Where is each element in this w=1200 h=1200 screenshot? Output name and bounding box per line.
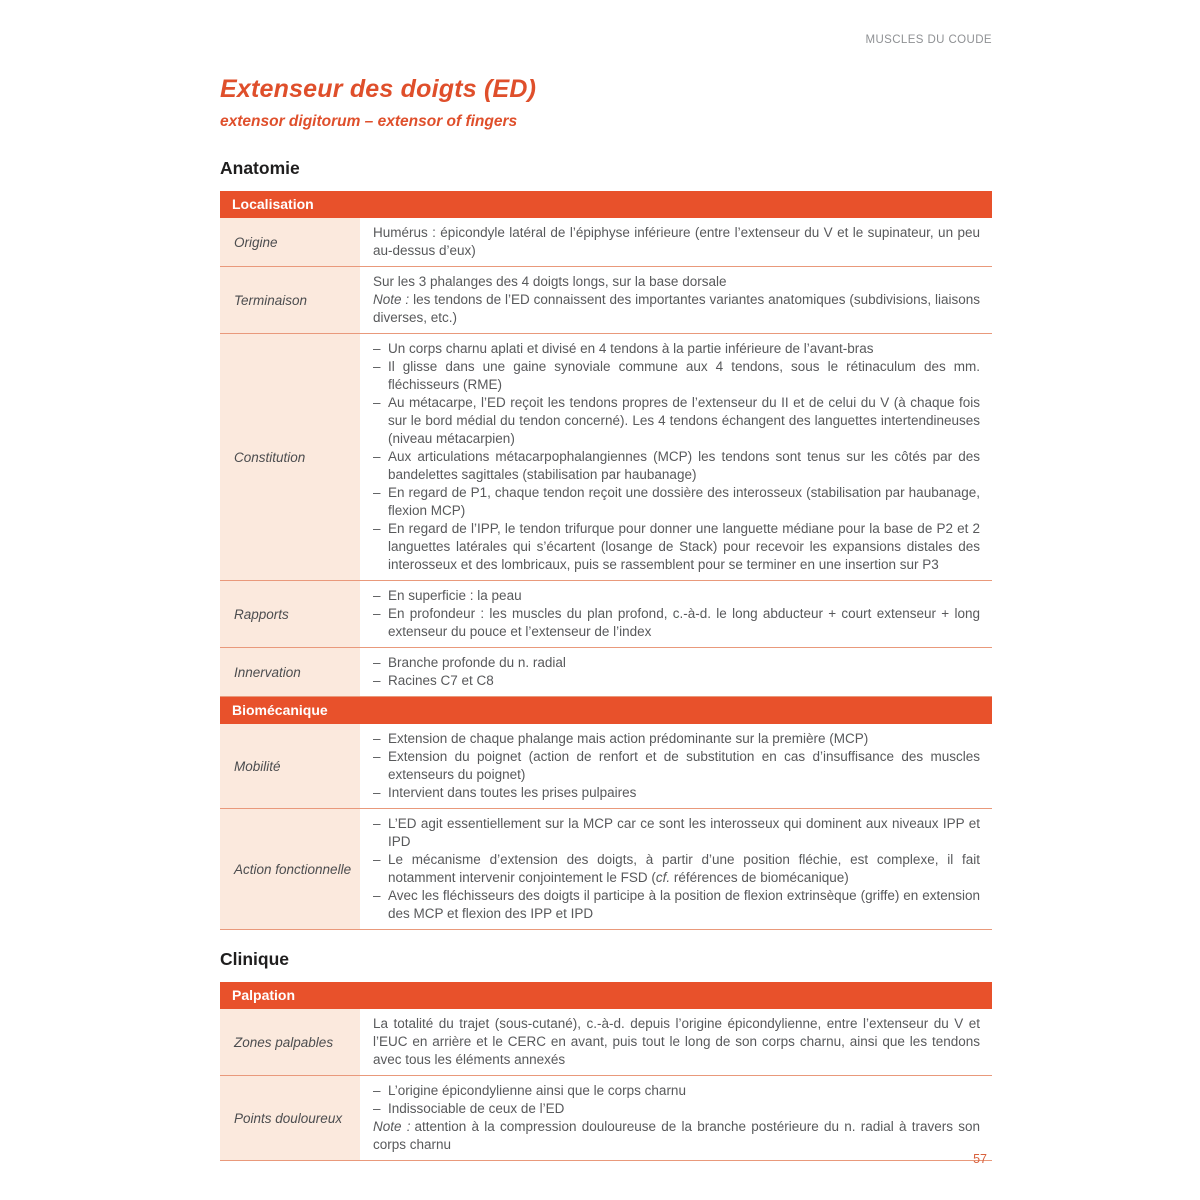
row-content [360,809,992,929]
table-row-zones-palpables [220,1009,992,1076]
table-row-terminaison [220,267,992,334]
table-row-mobilite [220,724,992,809]
row-label: Mobilité [220,724,360,808]
row-label: Rapports [220,581,360,647]
section-heading-anatomie: Anatomie [220,158,300,178]
list-item: – Il glisse dans une gaine synoviale commune aux 4 tendons, sous le rétinaculum des mm. fléchisseurs (RME) [373,359,980,392]
list-item: – Indissociable de ceux de l’ED [373,1101,565,1116]
list-item: – Avec les fléchisseurs des doigts il participe à la position de flexion extrinsèque (griffe) en extension des MCP et flexion des IPP et IPD [373,888,980,921]
list-item: – Extension de chaque phalange mais action prédominante sur la première (MCP) [373,731,869,746]
dash-marker: – [373,449,381,464]
list-item: – Aux articulations métacarpophalangiennes (MCP) les tendons sont tenus sur les côtés par des bandelettes sagittales (stabilisation par haubanage) [373,449,980,482]
dash-marker: – [373,749,381,764]
note-label: Note : [373,1119,411,1134]
list-item: – Branche profonde du n. radial [373,655,566,670]
dash-marker: – [373,852,381,867]
dash-marker: – [373,655,381,670]
row-content [360,648,992,696]
row-content [360,1009,992,1075]
dash-marker: – [373,888,381,903]
page-number: 57 [973,1152,987,1166]
paragraph: La totalité du trajet (sous-cutané), c.-à-d. depuis l’origine épicondylienne, entre l’extenseur du V et l’EUC en arrière et le CERC en avant, puis tout le long de son corps charnu, ainsi que les tendons avec tous les éléments annexés [373,1016,980,1067]
table-row-origine [220,218,992,267]
list-item: – Extension du poignet (action de renfort et de substitution en cas d’insuffisance des muscles extenseurs du poignet) [373,749,980,782]
cf-abbr: cf. [655,870,671,885]
note-label: Note : [373,292,410,307]
row-content [360,334,992,580]
band-biomecanique: Biomécanique [220,697,992,724]
list-item [373,851,980,887]
page-title: Extenseur des doigts (ED) [220,75,537,103]
list-item: – Au métacarpe, l’ED reçoit les tendons propres de l’extenseur du II et de celui du V (à chaque fois sur le bord médial du tendon concerné). Les 4 tendons échangent des languettes intertendineuses (niveau métacarpien) [373,395,980,446]
bullet-text-part: Le mécanisme d’extension des doigts, à partir d’une position fléchie, est complexe, il fait notamment intervenir conjointement le FSD ( [388,852,980,885]
row-label: Zones palpables [220,1009,360,1075]
note-paragraph [373,1118,980,1154]
dash-marker: – [373,341,381,356]
dash-marker: – [373,1101,381,1116]
row-content [360,581,992,647]
dash-marker: – [373,359,381,374]
list-item: – Racines C7 et C8 [373,673,494,688]
list-item: – Un corps charnu aplati et divisé en 4 tendons à la partie inférieure de l’avant-bras [373,341,874,356]
note-paragraph [373,291,980,327]
list-item: – L’ED agit essentiellement sur la MCP car ce sont les interosseux qui dominent aux niveaux IPP et IPD [373,816,980,849]
list-item: – L’origine épicondylienne ainsi que le corps charnu [373,1083,686,1098]
row-label: Origine [220,218,360,266]
band-localisation: Localisation [220,191,992,218]
row-label: Points douloureux [220,1076,360,1160]
row-content [360,1076,992,1160]
note-text: les tendons de l’ED connaissent des importantes variantes anatomiques (subdivisions, liaisons diverses, etc.) [373,292,980,325]
dash-marker: – [373,731,381,746]
row-content [360,267,992,333]
dash-marker: – [373,1083,381,1098]
list-item: – En regard de l’IPP, le tendon trifurque pour donner une languette médiane pour la base de P2 et 2 languettes latérales qui s’écartent (losange de Stack) pour recevoir les expansions distales des interosseux et des lombricaux, puis se rassemblent pour se terminer en une insertion sur P3 [373,521,980,572]
dash-marker: – [373,521,381,536]
band-palpation: Palpation [220,982,992,1009]
paragraph: Sur les 3 phalanges des 4 doigts longs, sur la base dorsale [373,274,727,289]
paragraph: Humérus : épicondyle latéral de l’épiphyse inférieure (entre l’extenseur du V et le supinateur, un peu au-dessus d’eux) [373,225,980,258]
page-subtitle: extensor digitorum – extensor of fingers [220,113,518,130]
row-content [360,724,992,808]
note-text: attention à la compression douloureuse de la branche postérieure du n. radial à travers son corps charnu [373,1119,980,1152]
content-column [220,0,992,1161]
dash-marker: – [373,785,381,800]
list-item: – En superficie : la peau [373,588,522,603]
bullet-text-part: références de biomécanique) [670,870,849,885]
clinique-table [220,982,992,1161]
table-row-constitution [220,334,992,581]
list-item: – En profondeur : les muscles du plan profond, c.-à-d. le long abducteur + court extenseur + long extenseur du pouce et l’extenseur de l’index [373,606,980,639]
row-label: Constitution [220,334,360,580]
dash-marker: – [373,395,381,410]
row-label: Action fonctionnelle [220,809,360,929]
row-label: Terminaison [220,267,360,333]
anatomie-table [220,191,992,930]
section-heading-clinique: Clinique [220,949,290,969]
row-content [360,218,992,266]
table-row-rapports [220,581,992,648]
list-item: – En regard de P1, chaque tendon reçoit une dossière des interosseux (stabilisation par haubanage, flexion MCP) [373,485,980,518]
table-row-innervation [220,648,992,697]
running-header: MUSCLES DU COUDE [865,34,992,46]
dash-marker: – [373,816,381,831]
dash-marker: – [373,485,381,500]
row-label: Innervation [220,648,360,696]
dash-marker: – [373,606,381,621]
list-item: – Intervient dans toutes les prises pulpaires [373,785,637,800]
dash-marker: – [373,673,381,688]
table-row-action-fonctionnelle [220,809,992,930]
dash-marker: – [373,588,381,603]
table-row-points-douloureux [220,1076,992,1161]
